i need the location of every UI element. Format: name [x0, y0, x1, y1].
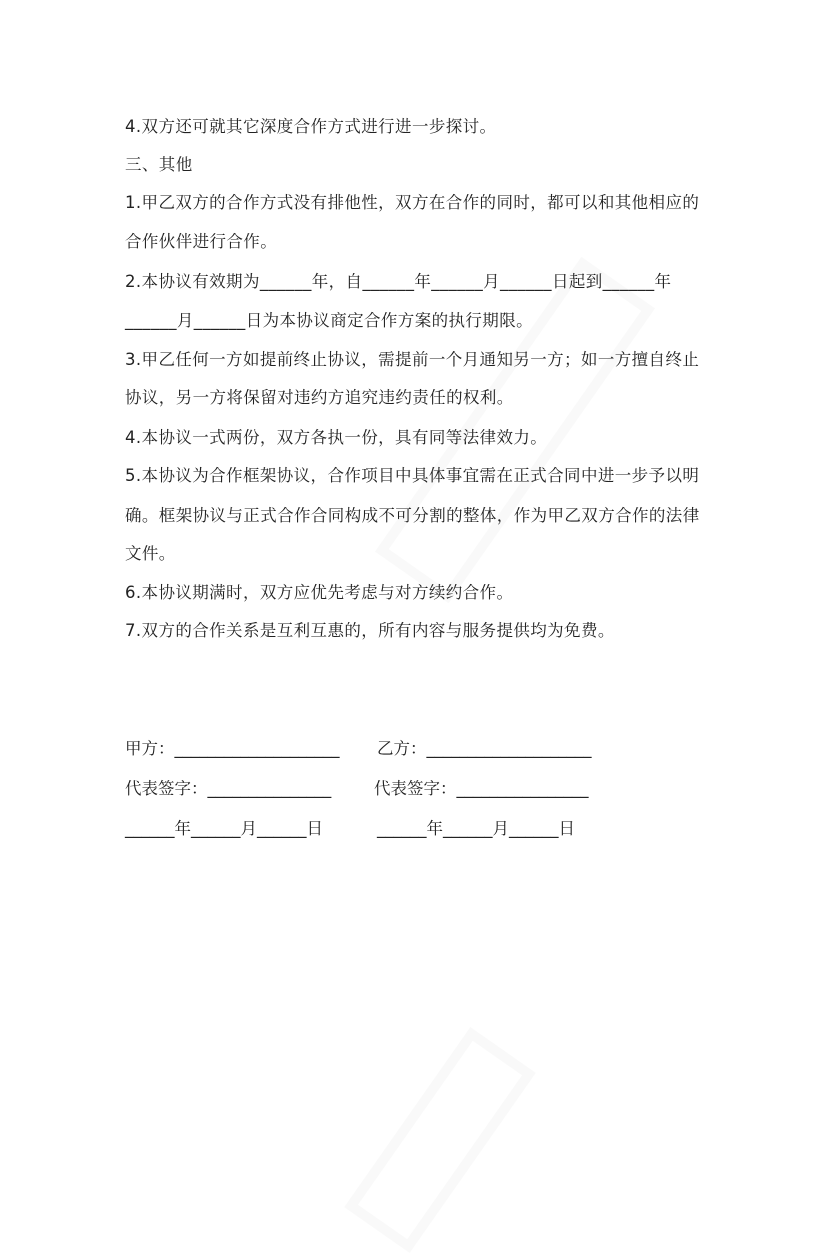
party-b-representative: 代表签字：________________: [374, 779, 589, 798]
clause-line: 协议，另一方将保留对违约方追究违约责任的权利。: [125, 388, 514, 407]
party-b-signature: 乙方：____________________: [377, 739, 592, 758]
clause-line: 7.双方的合作关系是互利互惠的，所有内容与服务提供均为免费。: [125, 621, 615, 640]
section-heading: 三、其他: [125, 155, 193, 174]
party-a-representative: 代表签字：_______________: [125, 779, 332, 798]
clause-line: 3.甲乙任何一方如提前终止协议，需提前一个月通知另一方；如一方擅自终止: [125, 350, 700, 369]
party-a-date: ______年______月______日: [125, 819, 323, 838]
watermark: [344, 1027, 536, 1253]
clause-line: 文件。: [125, 544, 176, 563]
clause-line: 确。框架协议与正式合作合同构成不可分割的整体，作为甲乙双方合作的法律: [125, 506, 700, 525]
clause-line: ______月______日为本协议商定合作方案的执行期限。: [125, 311, 533, 330]
clause-line: 4.双方还可就其它深度合作方式进行进一步探讨。: [125, 117, 497, 136]
clause-line: 合作伙伴进行合作。: [125, 232, 278, 251]
clause-line: 2.本协议有效期为______年，自______年______月______日起到______年: [125, 272, 672, 291]
clause-line: 4.本协议一式两份，双方各执一份，具有同等法律效力。: [125, 428, 548, 447]
clause-line: 6.本协议期满时，双方应优先考虑与对方续约合作。: [125, 583, 514, 602]
party-a-signature: 甲方：____________________: [125, 739, 340, 758]
party-b-date: ______年______月______日: [377, 819, 575, 838]
clause-line: 1.甲乙双方的合作方式没有排他性，双方在合作的同时，都可以和其他相应的: [125, 193, 700, 212]
clause-line: 5.本协议为合作框架协议，合作项目中具体事宜需在正式合同中进一步予以明: [125, 466, 700, 485]
